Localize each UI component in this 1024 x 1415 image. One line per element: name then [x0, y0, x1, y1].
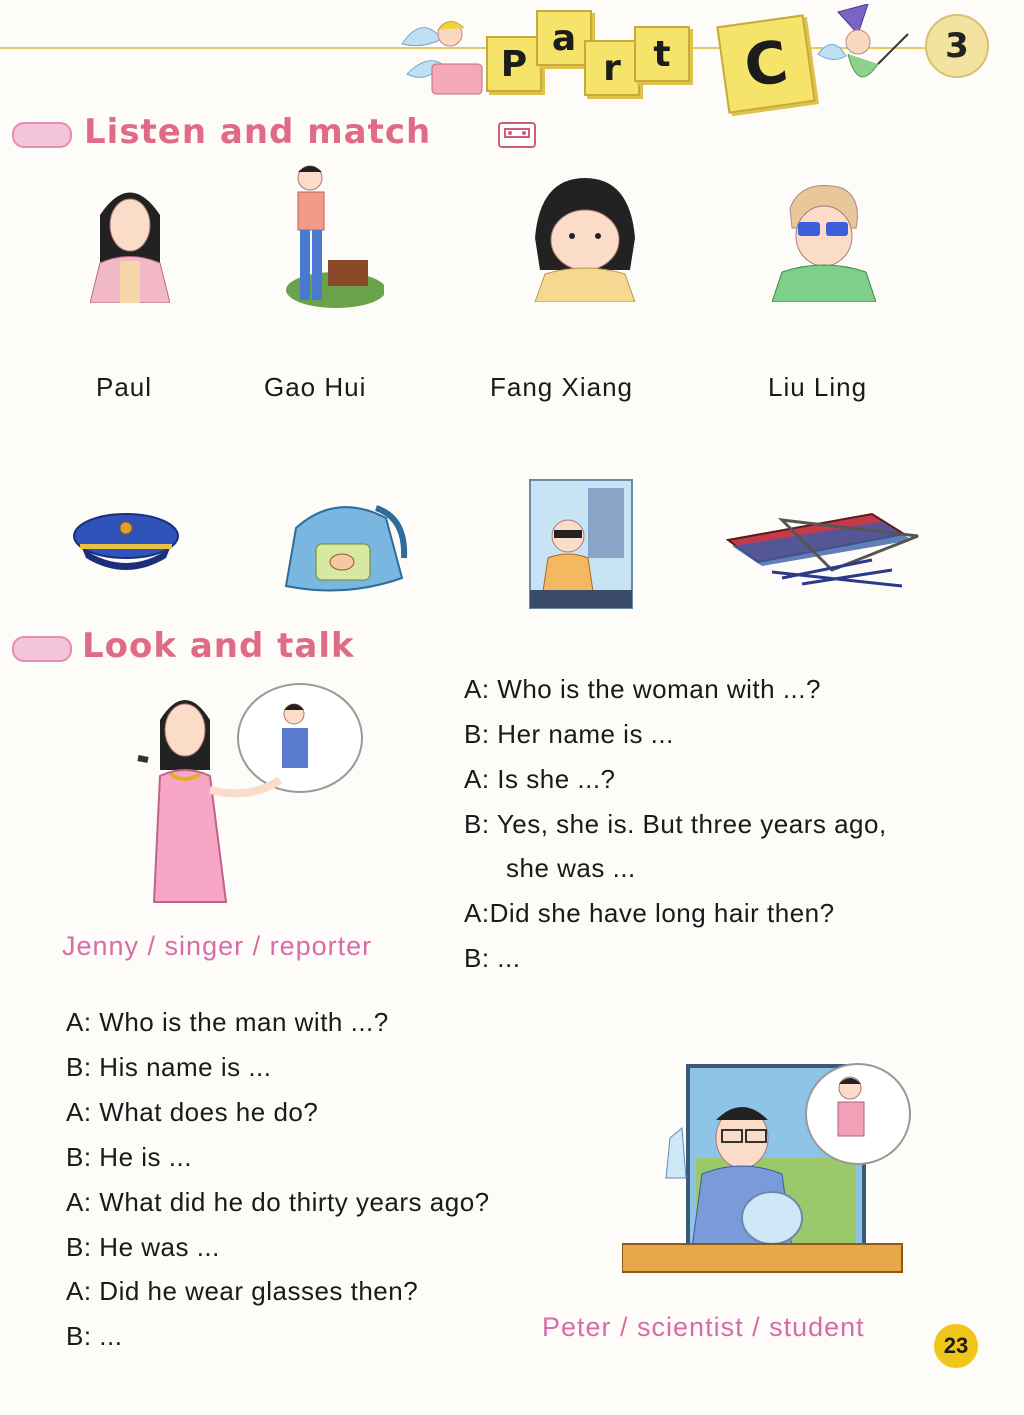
part-letter-t: t: [634, 26, 690, 82]
dialog2-line-2: B: His name is ...: [66, 1052, 272, 1082]
bullet-pill: [12, 122, 72, 148]
name-label-1: Paul: [96, 372, 153, 402]
photo-card-illustration: [528, 478, 634, 610]
part-letter-c: C: [716, 14, 815, 113]
dialog1-line-3: A: Is she ...?: [464, 764, 616, 794]
math-tools-illustration: [722, 500, 928, 592]
boy-sunglasses-illustration: [772, 178, 876, 302]
name-label-3: Fang Xiang: [490, 372, 633, 402]
dialog1-line-2: B: Her name is ...: [464, 719, 674, 749]
section-title-listen: Listen and match: [84, 112, 432, 152]
page-number: 23: [934, 1324, 978, 1368]
unit-tab: 3: [925, 14, 989, 78]
dialog1-line-7: B: ...: [464, 943, 521, 973]
scientist-illustration: [622, 1058, 912, 1278]
caption-jenny: Jenny / singer / reporter: [62, 931, 373, 961]
woman-portrait-illustration: [90, 175, 170, 303]
police-cap-illustration: [70, 508, 182, 574]
fairy-left-illustration: [392, 4, 492, 104]
dialog1-line-5: she was ...: [506, 853, 636, 883]
dialog1-line-4: B: Yes, she is. But three years ago,: [464, 809, 887, 839]
girl-portrait-illustration: [530, 178, 640, 302]
dialog2-line-8: B: ...: [66, 1321, 123, 1351]
section-title-look: Look and talk: [82, 626, 355, 666]
caption-peter: Peter / scientist / student: [542, 1312, 865, 1342]
bullet-pill: [12, 636, 72, 662]
dialog1-line-6: A:Did she have long hair then?: [464, 898, 835, 928]
dialog2-line-1: A: Who is the man with ...?: [66, 1007, 389, 1037]
part-letter-a: a: [536, 10, 592, 66]
backpack-illustration: [276, 498, 412, 594]
dialog1-line-1: A: Who is the woman with ...?: [464, 674, 821, 704]
name-label-4: Liu Ling: [768, 372, 868, 402]
dialog2-line-5: A: What did he do thirty years ago?: [66, 1187, 490, 1217]
name-label-2: Gao Hui: [264, 372, 367, 402]
dialog2-line-6: B: He was ...: [66, 1232, 220, 1262]
dialog2-line-7: A: Did he wear glasses then?: [66, 1276, 419, 1306]
dialog2-line-4: B: He is ...: [66, 1142, 192, 1172]
part-letter-p: P: [486, 36, 542, 92]
singer-illustration: [130, 680, 370, 906]
dialog2-line-3: A: What does he do?: [66, 1097, 319, 1127]
man-standing-illustration: [266, 160, 384, 310]
part-letter-r: r: [584, 40, 640, 96]
fairy-right-illustration: [808, 4, 918, 104]
cassette-icon: [498, 122, 536, 148]
